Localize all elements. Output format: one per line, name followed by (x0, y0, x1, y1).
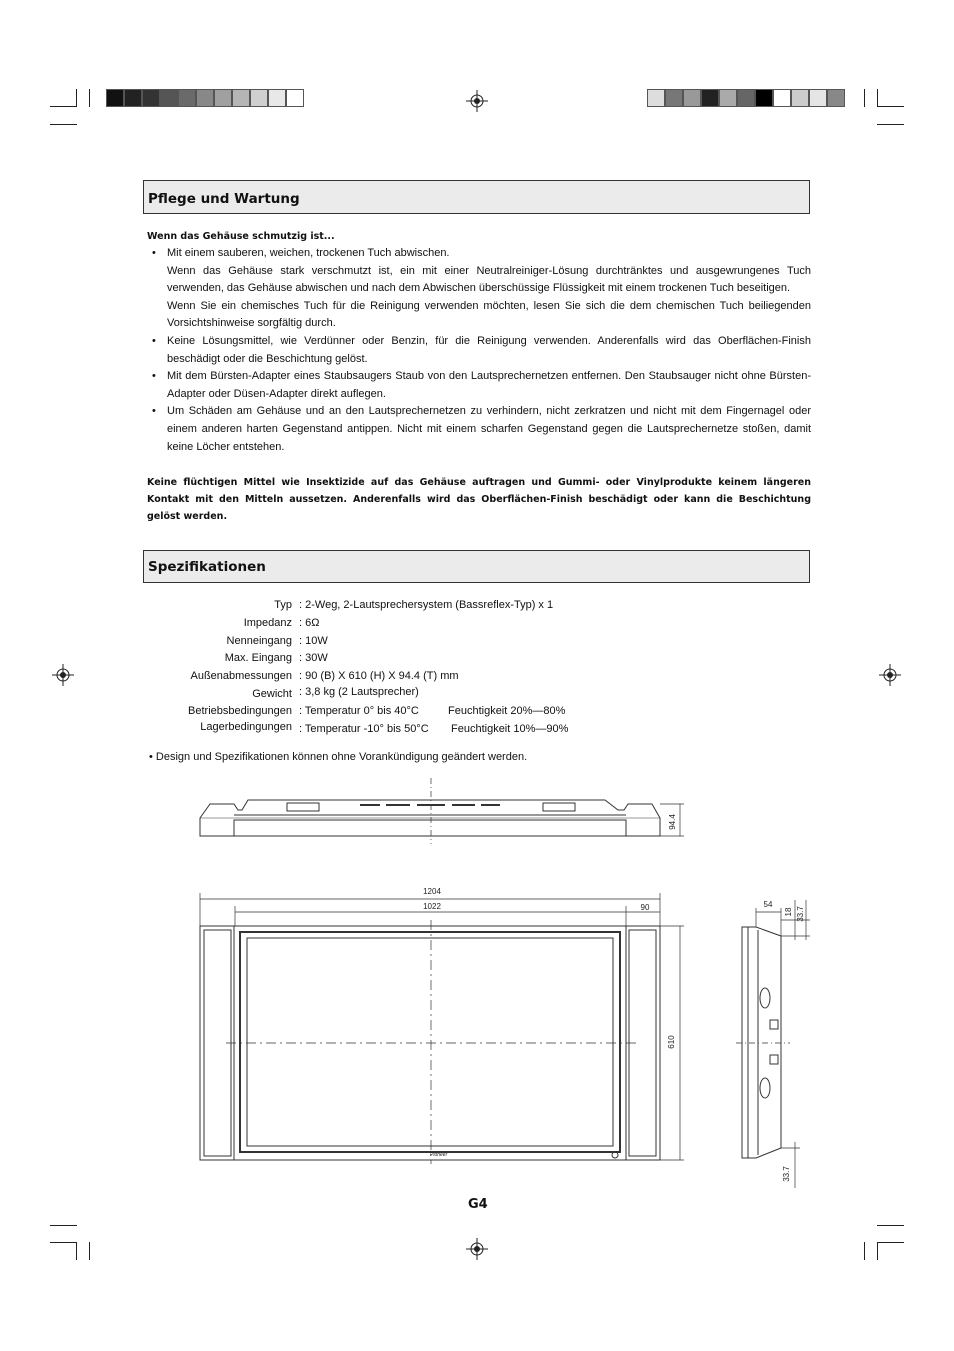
spec-row (0, 705, 954, 722)
spec-value: : 10W (299, 635, 328, 647)
care-section-header (143, 180, 810, 214)
specs-note: • Design und Spezifikationen können ohne Vorankündigung geändert werden. (149, 751, 528, 763)
top-view-drawing (200, 778, 684, 844)
spec-row (0, 635, 954, 652)
spec-row (0, 599, 954, 616)
panel-width-label: 1022 (423, 902, 441, 911)
page-number: G4 (468, 1197, 488, 1212)
dimension-drawing (0, 770, 954, 1200)
spec-row (0, 652, 954, 669)
list-item (147, 245, 811, 333)
spec-label: Max. Eingang (224, 652, 292, 664)
registration-mark-icon (466, 1238, 488, 1260)
list-item (147, 403, 811, 456)
bullet-paragraph: Wenn das Gehäuse stark verschmutzt ist, ein mit einer Neutralreiniger-Lösung durchtränktes und ausgewrungenes Tuch verwenden, das Gehäuse abwischen und nach dem Abwischen überschüssige Flüssigkeit mit einem trockenen Tuch beseitigen. (167, 264, 811, 295)
spec-row (0, 721, 954, 738)
depth-dimension-label: 94.4 (668, 814, 677, 830)
total-width-label: 1204 (423, 887, 441, 896)
specs-section-title: Spezifikationen (148, 559, 266, 575)
front-view-drawing (200, 887, 684, 1164)
bullet-icon: • (152, 405, 156, 418)
side-18-label: 18 (784, 907, 793, 917)
spec-label: Typ (274, 599, 292, 611)
height-dimension-label: 610 (667, 1035, 676, 1049)
bullet-text: Mit einem sauberen, weichen, trockenen Tuch abwischen. (167, 247, 450, 259)
spec-value: : 90 (B) X 610 (H) X 94.4 (T) mm (299, 670, 459, 682)
brand-logo: Pioneer (430, 1152, 448, 1158)
bullet-paragraph: Wenn Sie ein chemisches Tuch für die Reinigung verwenden möchten, lesen Sie sich die dem chemischen Tuch beiliegenden Vorsichtshinweise sorgfältig durch. (167, 299, 811, 330)
spec-value: : 2-Weg, 2-Lautsprechersystem (Bassreflex-Typ) x 1 (299, 599, 554, 611)
spec-label: Außenabmessungen (190, 670, 292, 682)
spec-value: Feuchtigkeit 20%—80% (448, 705, 566, 717)
bullet-text: Mit dem Bürsten-Adapter eines Staubsaugers Staub von den Lautsprechernetzen entfernen. Den Staubsauger nicht ohne Bürsten-Adapter oder Düsen-Adapter direkt auflegen. (167, 370, 811, 400)
care-section-body (147, 228, 811, 525)
list-item (147, 333, 811, 368)
registration-mark-icon (466, 90, 488, 112)
spec-value: : 3,8 kg (2 Lautsprecher) (299, 686, 419, 698)
spec-label: Lagerbedingungen (200, 721, 292, 733)
spec-label: Impedanz (243, 617, 292, 629)
speaker-width-label: 90 (640, 903, 650, 912)
bullet-text: Um Schäden am Gehäuse und an den Lautsprechernetzen zu verhindern, nicht zerkratzen und nicht mit dem Fingernagel oder einem anderen harten Gegenstand antippen. Nicht mit einem scharfen Gegenstand gegen die Lautsprechernetze stoßen, damit keine Löcher entstehen. (167, 405, 811, 453)
side-depth-label: 54 (763, 900, 773, 909)
side-top-label: 33.7 (796, 906, 805, 922)
list-item (147, 368, 811, 403)
care-warning: Keine flüchtigen Mittel wie Insektizide auf das Gehäuse auftragen und Gummi- oder Vinylprodukte keinem längeren Kontakt mit den Mitteln aussetzen. Anderenfalls wird das Oberflächen-Finish beschädigt oder kann die Beschichtung gelöst werden. (147, 477, 811, 523)
side-bottom-label: 33.7 (782, 1166, 791, 1182)
care-section-title: Pflege und Wartung (148, 191, 300, 207)
care-subheading: Wenn das Gehäuse schmutzig ist... (147, 231, 335, 242)
spec-value: : 6Ω (299, 617, 320, 629)
spec-value: : 30W (299, 652, 328, 664)
spec-label: Betriebsbedingungen (188, 705, 292, 717)
spec-label: Gewicht (252, 688, 292, 700)
bullet-icon: • (152, 247, 156, 259)
spec-value: : Temperatur -10° bis 50°C (299, 723, 429, 735)
spec-row (0, 688, 954, 705)
spec-label: Nenneingang (226, 635, 292, 647)
side-view-drawing (736, 900, 810, 1188)
spec-row (0, 670, 954, 687)
bullet-text: Keine Lösungsmittel, wie Verdünner oder Benzin, für die Reinigung verwenden. Anderenfalls wird das Oberflächen-Finish beschädigt oder die Beschichtung gelöst. (167, 334, 811, 365)
spec-value: Feuchtigkeit 10%—90% (451, 723, 569, 735)
specs-section-header (143, 550, 810, 583)
spec-value: : Temperatur 0° bis 40°C (299, 705, 419, 717)
spec-row (0, 617, 954, 634)
bullet-icon: • (152, 370, 156, 383)
bullet-icon: • (152, 334, 156, 347)
